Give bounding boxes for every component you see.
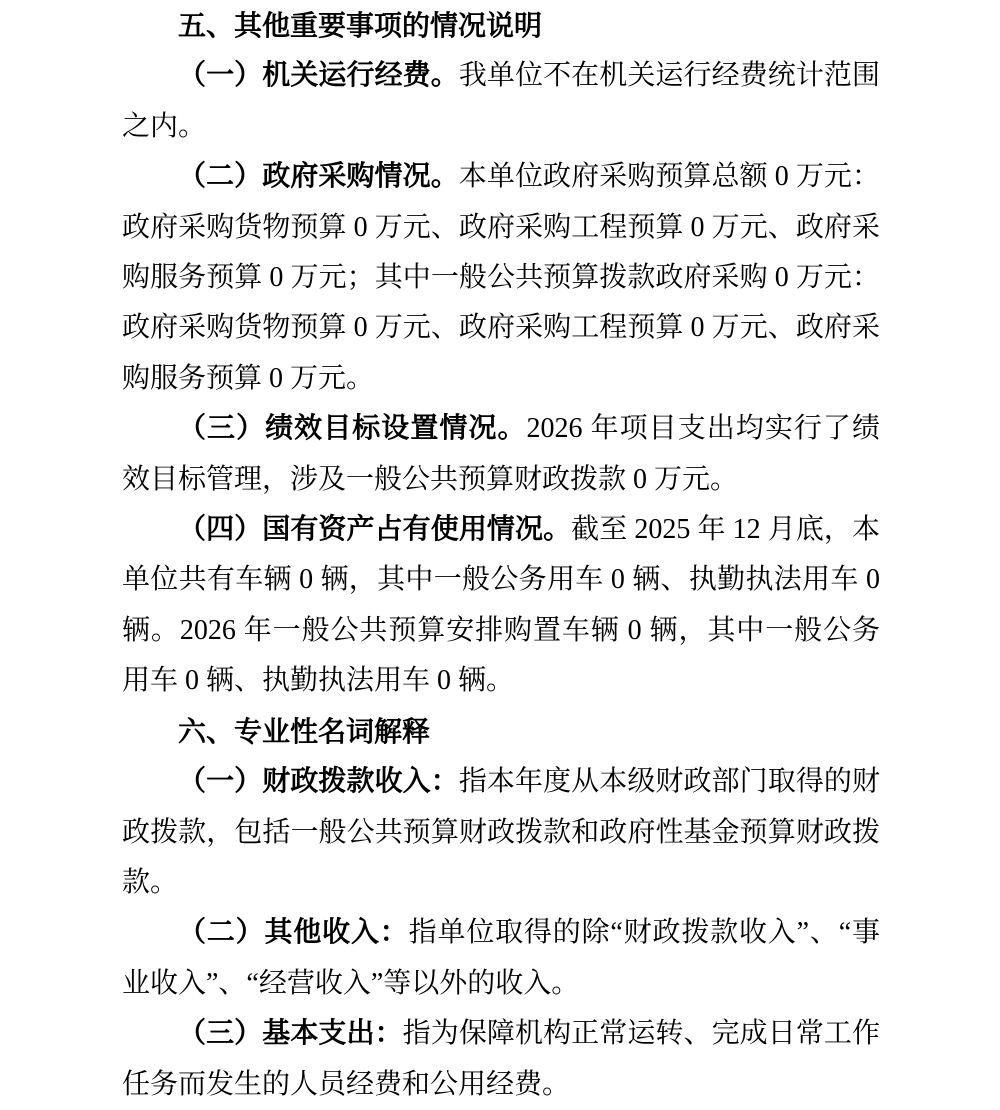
paragraph-lead: （三）绩效目标设置情况。 — [178, 413, 527, 445]
paragraph-body: 我单位不在机关运行经费统计范围之内。 — [122, 60, 880, 142]
paragraph-lead: （二）政府采购情况。 — [178, 161, 459, 193]
paragraph-lead: （一）机关运行经费。 — [178, 60, 459, 92]
paragraph-state-owned-assets — [122, 505, 880, 707]
paragraph-body: 指单位取得的除“财政拨款收入”、“事业收入”、“经营收入”等以外的收入。 — [122, 917, 880, 999]
paragraph-body: 指为保障机构正常运转、完成日常工作任务而发生的人员经费和公用经费。 — [122, 1018, 880, 1100]
paragraph-lead: （二）其他收入： — [178, 917, 409, 949]
paragraph-lead: （一）财政拨款收入： — [178, 766, 459, 798]
paragraph-lead: （四）国有资产占有使用情况。 — [178, 514, 572, 546]
paragraph-other-income — [122, 908, 880, 1009]
paragraph-body: 2026 年项目支出均实行了绩效目标管理，涉及一般公共预算财政拨款 0 万元。 — [122, 413, 880, 495]
paragraph-body: 截至 2025 年 12 月底，本单位共有车辆 0 辆，其中一般公务用车 0 辆、执勤执法用车 0 辆。2026 年一般公共预算安排购置车辆 0 辆，其中一般公务用车 0 辆、执勤执法用车 0 辆。 — [122, 514, 880, 697]
section-heading-other-important-matters: 五、其他重要事项的情况说明 — [178, 10, 543, 41]
section-heading-terminology: 六、专业性名词解释 — [178, 715, 431, 747]
paragraph-basic-expenditure — [122, 1009, 880, 1110]
paragraph-body: 本单位政府采购预算总额 0 万元：政府采购货物预算 0 万元、政府采购工程预算 0 万元、政府采购服务预算 0 万元；其中一般公共预算拨款政府采购 0 万元：政府采购货物预算 0 万元、政府采购工程预算 0 万元、政府采购服务预算 0 万元。 — [122, 161, 880, 394]
paragraph-body: 指本年度从本级财政部门取得的财政拨款，包括一般公共预算财政拨款和政府性基金预算财政拨款。 — [122, 766, 880, 898]
paragraph-fiscal-appropriation-income — [122, 757, 880, 908]
paragraph-performance-targets — [122, 404, 880, 505]
paragraph-agency-operating-funds — [122, 51, 880, 152]
paragraph-government-procurement — [122, 152, 880, 404]
paragraph-lead: （三）基本支出： — [178, 1018, 403, 1050]
